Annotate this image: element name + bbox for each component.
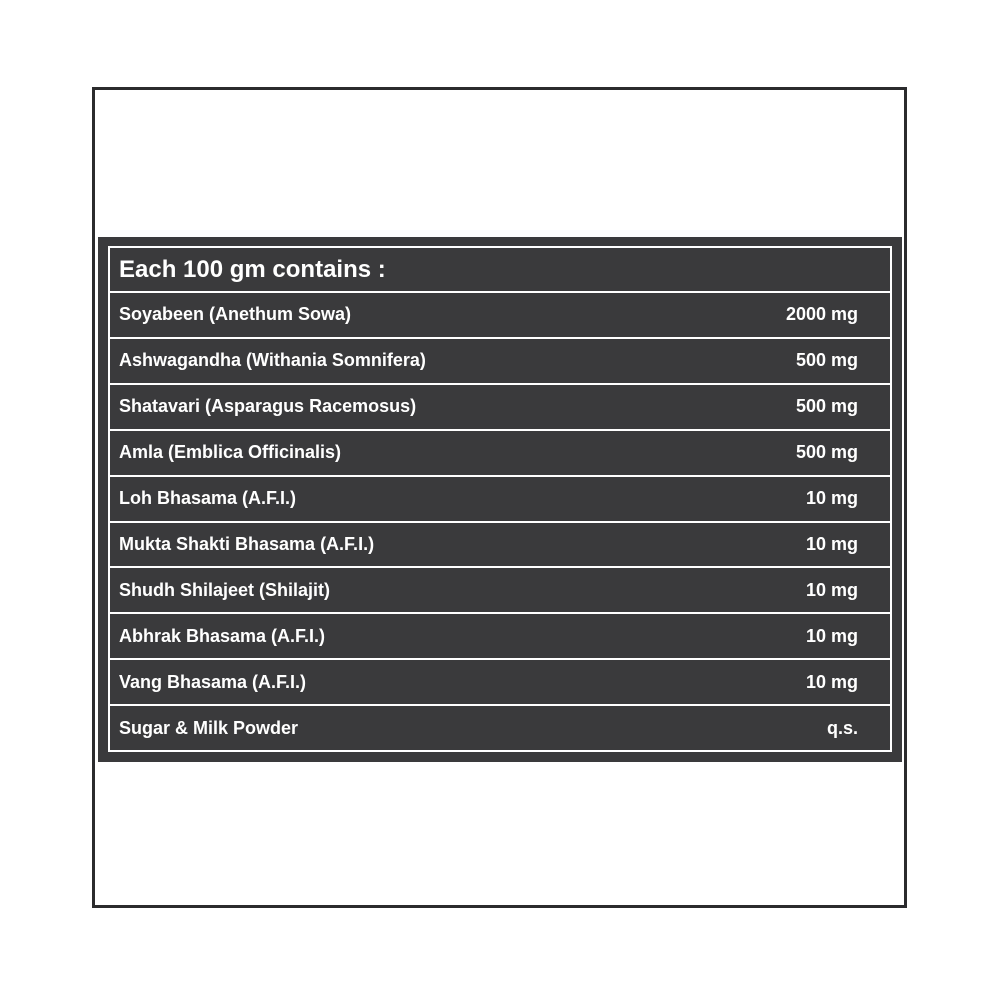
table-row bbox=[110, 706, 890, 750]
ingredient-amount: 10 mg bbox=[805, 671, 858, 692]
table-row bbox=[110, 568, 890, 614]
ingredient-name: Vang Bhasama (A.F.I.) bbox=[119, 671, 307, 692]
ingredient-amount: 10 mg bbox=[805, 625, 858, 646]
ingredient-amount: 500 mg bbox=[795, 396, 858, 417]
ingredient-amount: 10 mg bbox=[805, 533, 858, 554]
table-row bbox=[110, 477, 890, 523]
ingredient-name: Soyabeen (Anethum Sowa) bbox=[119, 304, 352, 325]
ingredient-name: Loh Bhasama (A.F.I.) bbox=[119, 488, 297, 509]
table-row bbox=[110, 660, 890, 706]
ingredient-amount: 500 mg bbox=[795, 442, 858, 463]
ingredients-panel bbox=[98, 237, 902, 762]
ingredient-amount: 10 mg bbox=[805, 579, 858, 600]
table-row bbox=[110, 523, 890, 569]
ingredient-name: Ashwagandha (Withania Somnifera) bbox=[119, 350, 426, 371]
table-heading bbox=[110, 248, 890, 293]
table-heading-text: Each 100 gm contains : bbox=[119, 255, 386, 283]
table-row bbox=[110, 431, 890, 477]
table-row bbox=[110, 614, 890, 660]
ingredient-name: Abhrak Bhasama (A.F.I.) bbox=[119, 625, 326, 646]
ingredient-name: Sugar & Milk Powder bbox=[119, 717, 299, 738]
ingredient-name: Shudh Shilajeet (Shilajit) bbox=[119, 579, 331, 600]
ingredient-amount: 10 mg bbox=[805, 488, 858, 509]
table-row bbox=[110, 385, 890, 431]
ingredient-amount: 2000 mg bbox=[785, 304, 858, 325]
ingredients-table bbox=[108, 246, 892, 752]
table-row bbox=[110, 339, 890, 385]
ingredient-name: Amla (Emblica Officinalis) bbox=[119, 442, 342, 463]
ingredient-name: Mukta Shakti Bhasama (A.F.I.) bbox=[119, 533, 375, 554]
ingredient-name: Shatavari (Asparagus Racemosus) bbox=[119, 396, 417, 417]
table-row bbox=[110, 293, 890, 339]
ingredient-amount: q.s. bbox=[826, 717, 858, 738]
ingredient-amount: 500 mg bbox=[795, 350, 858, 371]
